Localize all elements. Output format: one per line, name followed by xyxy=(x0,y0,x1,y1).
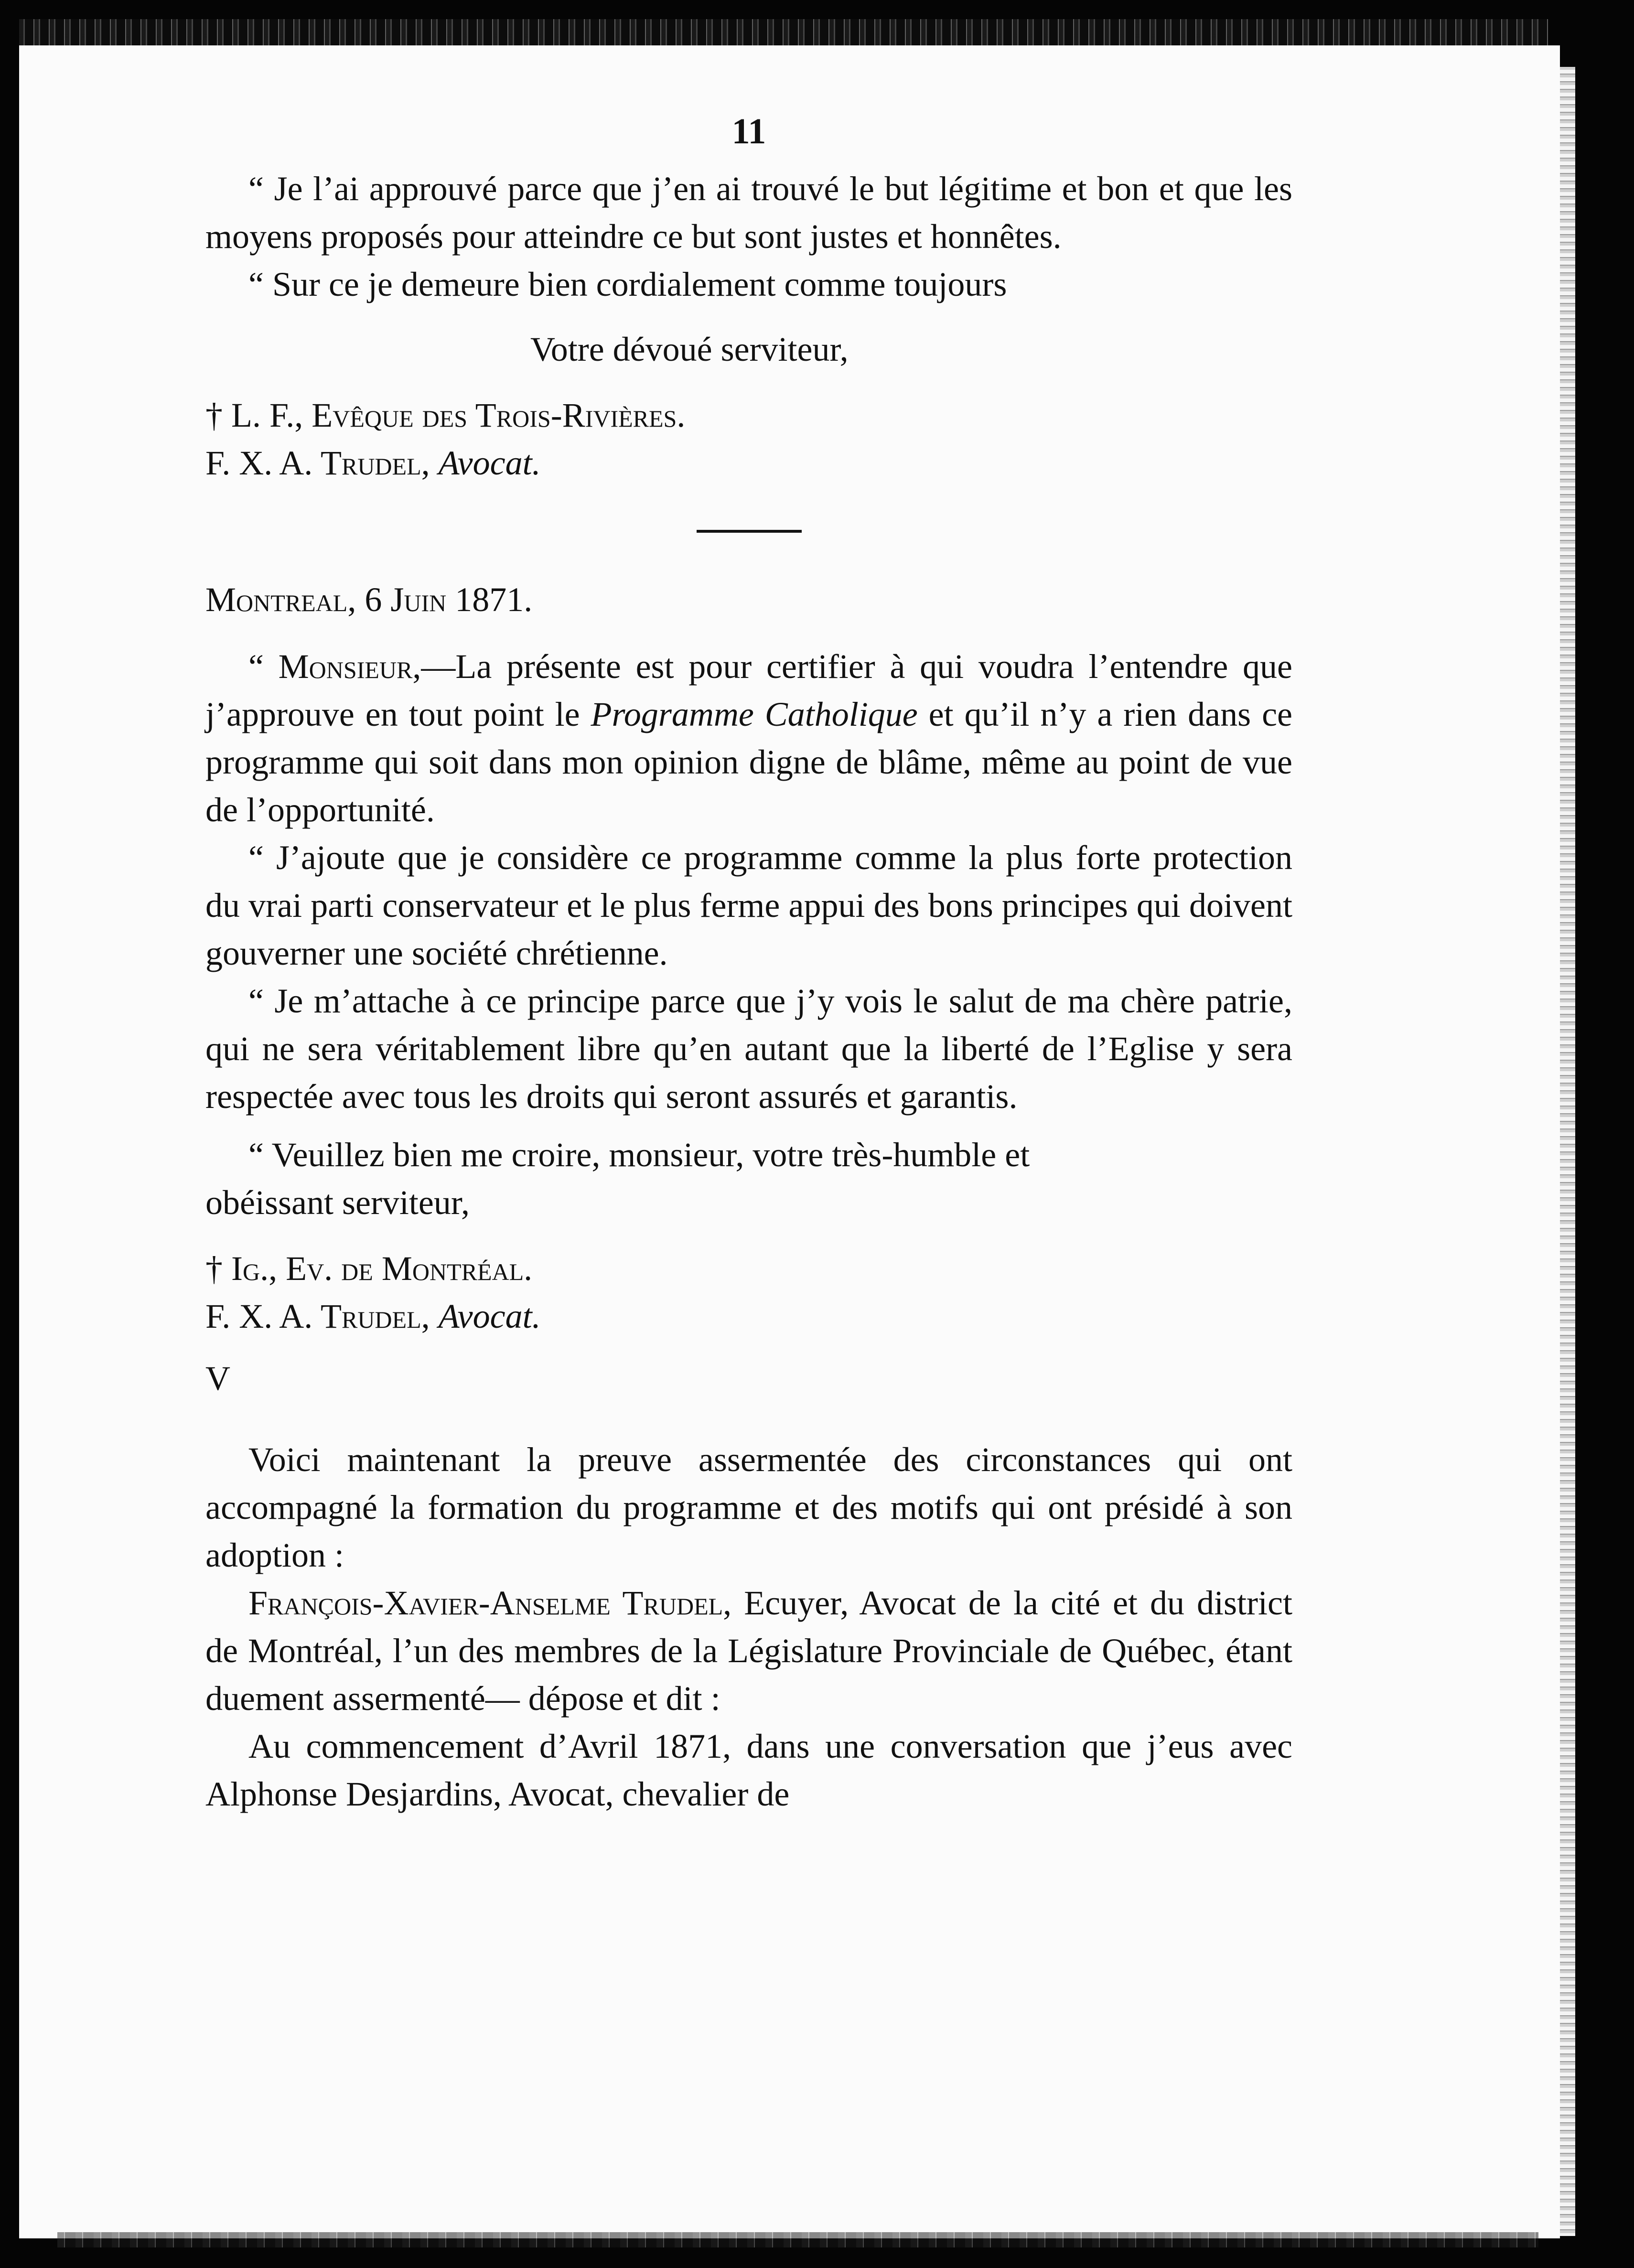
paragraph-farewell: “ Veuillez bien me croire, monsieur, votre très-humble et xyxy=(248,1136,1030,1174)
signature-bishop-trois-rivieres: † L. F., Evêque des Trois-Rivières. xyxy=(205,396,686,434)
closing-phrase: Votre dévoué serviteur, xyxy=(530,330,849,368)
scan-top-edge xyxy=(19,19,1548,48)
spacer xyxy=(205,1120,1292,1131)
certification-text-b: et qu’il n’y a rien dans ce programme qui soit dans mon opinion digne de blâme, même au point de vue de l’opportunité. xyxy=(205,695,1292,829)
deposition-text: Ecuyer, Avocat de la cité et du district de Montréal, l’un des membres de la Législature Provinciale de Québec, étant duement assermenté— dépose et dit : xyxy=(205,1584,1292,1718)
salutation: “ Monsieur, xyxy=(248,647,421,686)
trudel-name: F. X. A. Trudel, xyxy=(205,444,430,482)
scan-bottom-edge xyxy=(57,2232,1538,2247)
paragraph-sworn-proof: Voici maintenant la preuve assermentée des circonstances qui ont accompagné la formation du programme et des motifs qui ont présidé à son adoption : xyxy=(205,1440,1292,1574)
trudel-title: Avocat. xyxy=(438,1297,541,1335)
paragraph-principle: “ Je m’attache à ce principe parce que j’y vois le salut de ma chère patrie, qui ne sera véritablement libre qu’en autant que la liberté de l’Eglise y sera respectée avec tous les droits qui seront assurés et garantis. xyxy=(205,982,1292,1116)
certification-text-a: —La présente est pour certifier à qui voudra l’entendre que j’approuve en tout point le xyxy=(205,647,1292,733)
page-number: 11 xyxy=(731,111,766,151)
trudel-name: F. X. A. Trudel, xyxy=(205,1297,430,1335)
paragraph-deposition xyxy=(205,1579,1292,1722)
scan-right-edge xyxy=(1560,67,1575,2236)
paragraph-conversation: Au commencement d’Avril 1871, dans une conversation que j’eus avec Alphonse Desjardins, Avocat, chevalier de xyxy=(205,1727,1292,1813)
signature-trudel-2 xyxy=(205,1292,1292,1340)
page-content xyxy=(205,107,1292,1818)
farewell-continuation: obéissant serviteur, xyxy=(205,1183,470,1222)
programme-title: Programme Catholique xyxy=(591,695,918,733)
paragraph-protection: “ J’ajoute que je considère ce programme comme la plus forte protection du vrai parti conservateur et le plus ferme appui des bons principes qui doivent gouverner une société chrétienne. xyxy=(205,838,1292,972)
trudel-title: Avocat. xyxy=(438,444,541,482)
letter-date: Montreal, 6 Juin 1871. xyxy=(205,580,533,619)
section-heading: V xyxy=(205,1359,230,1397)
signature-trudel-1 xyxy=(205,439,1292,487)
signature-bishop-montreal: † Ig., Ev. de Montréal. xyxy=(205,1249,533,1288)
paragraph-certification xyxy=(205,643,1292,834)
deponent-name: François-Xavier-Anselme Trudel, xyxy=(248,1584,732,1622)
paragraph-approval: “ Je l’ai approuvé parce que j’en ai trouvé le but légitime et bon et que les moyens proposés pour atteindre ce but sont justes et honnêtes. xyxy=(205,170,1292,256)
paragraph-closing-line: “ Sur ce je demeure bien cordialement comme toujours xyxy=(248,265,1007,303)
separator-rule xyxy=(697,530,802,533)
